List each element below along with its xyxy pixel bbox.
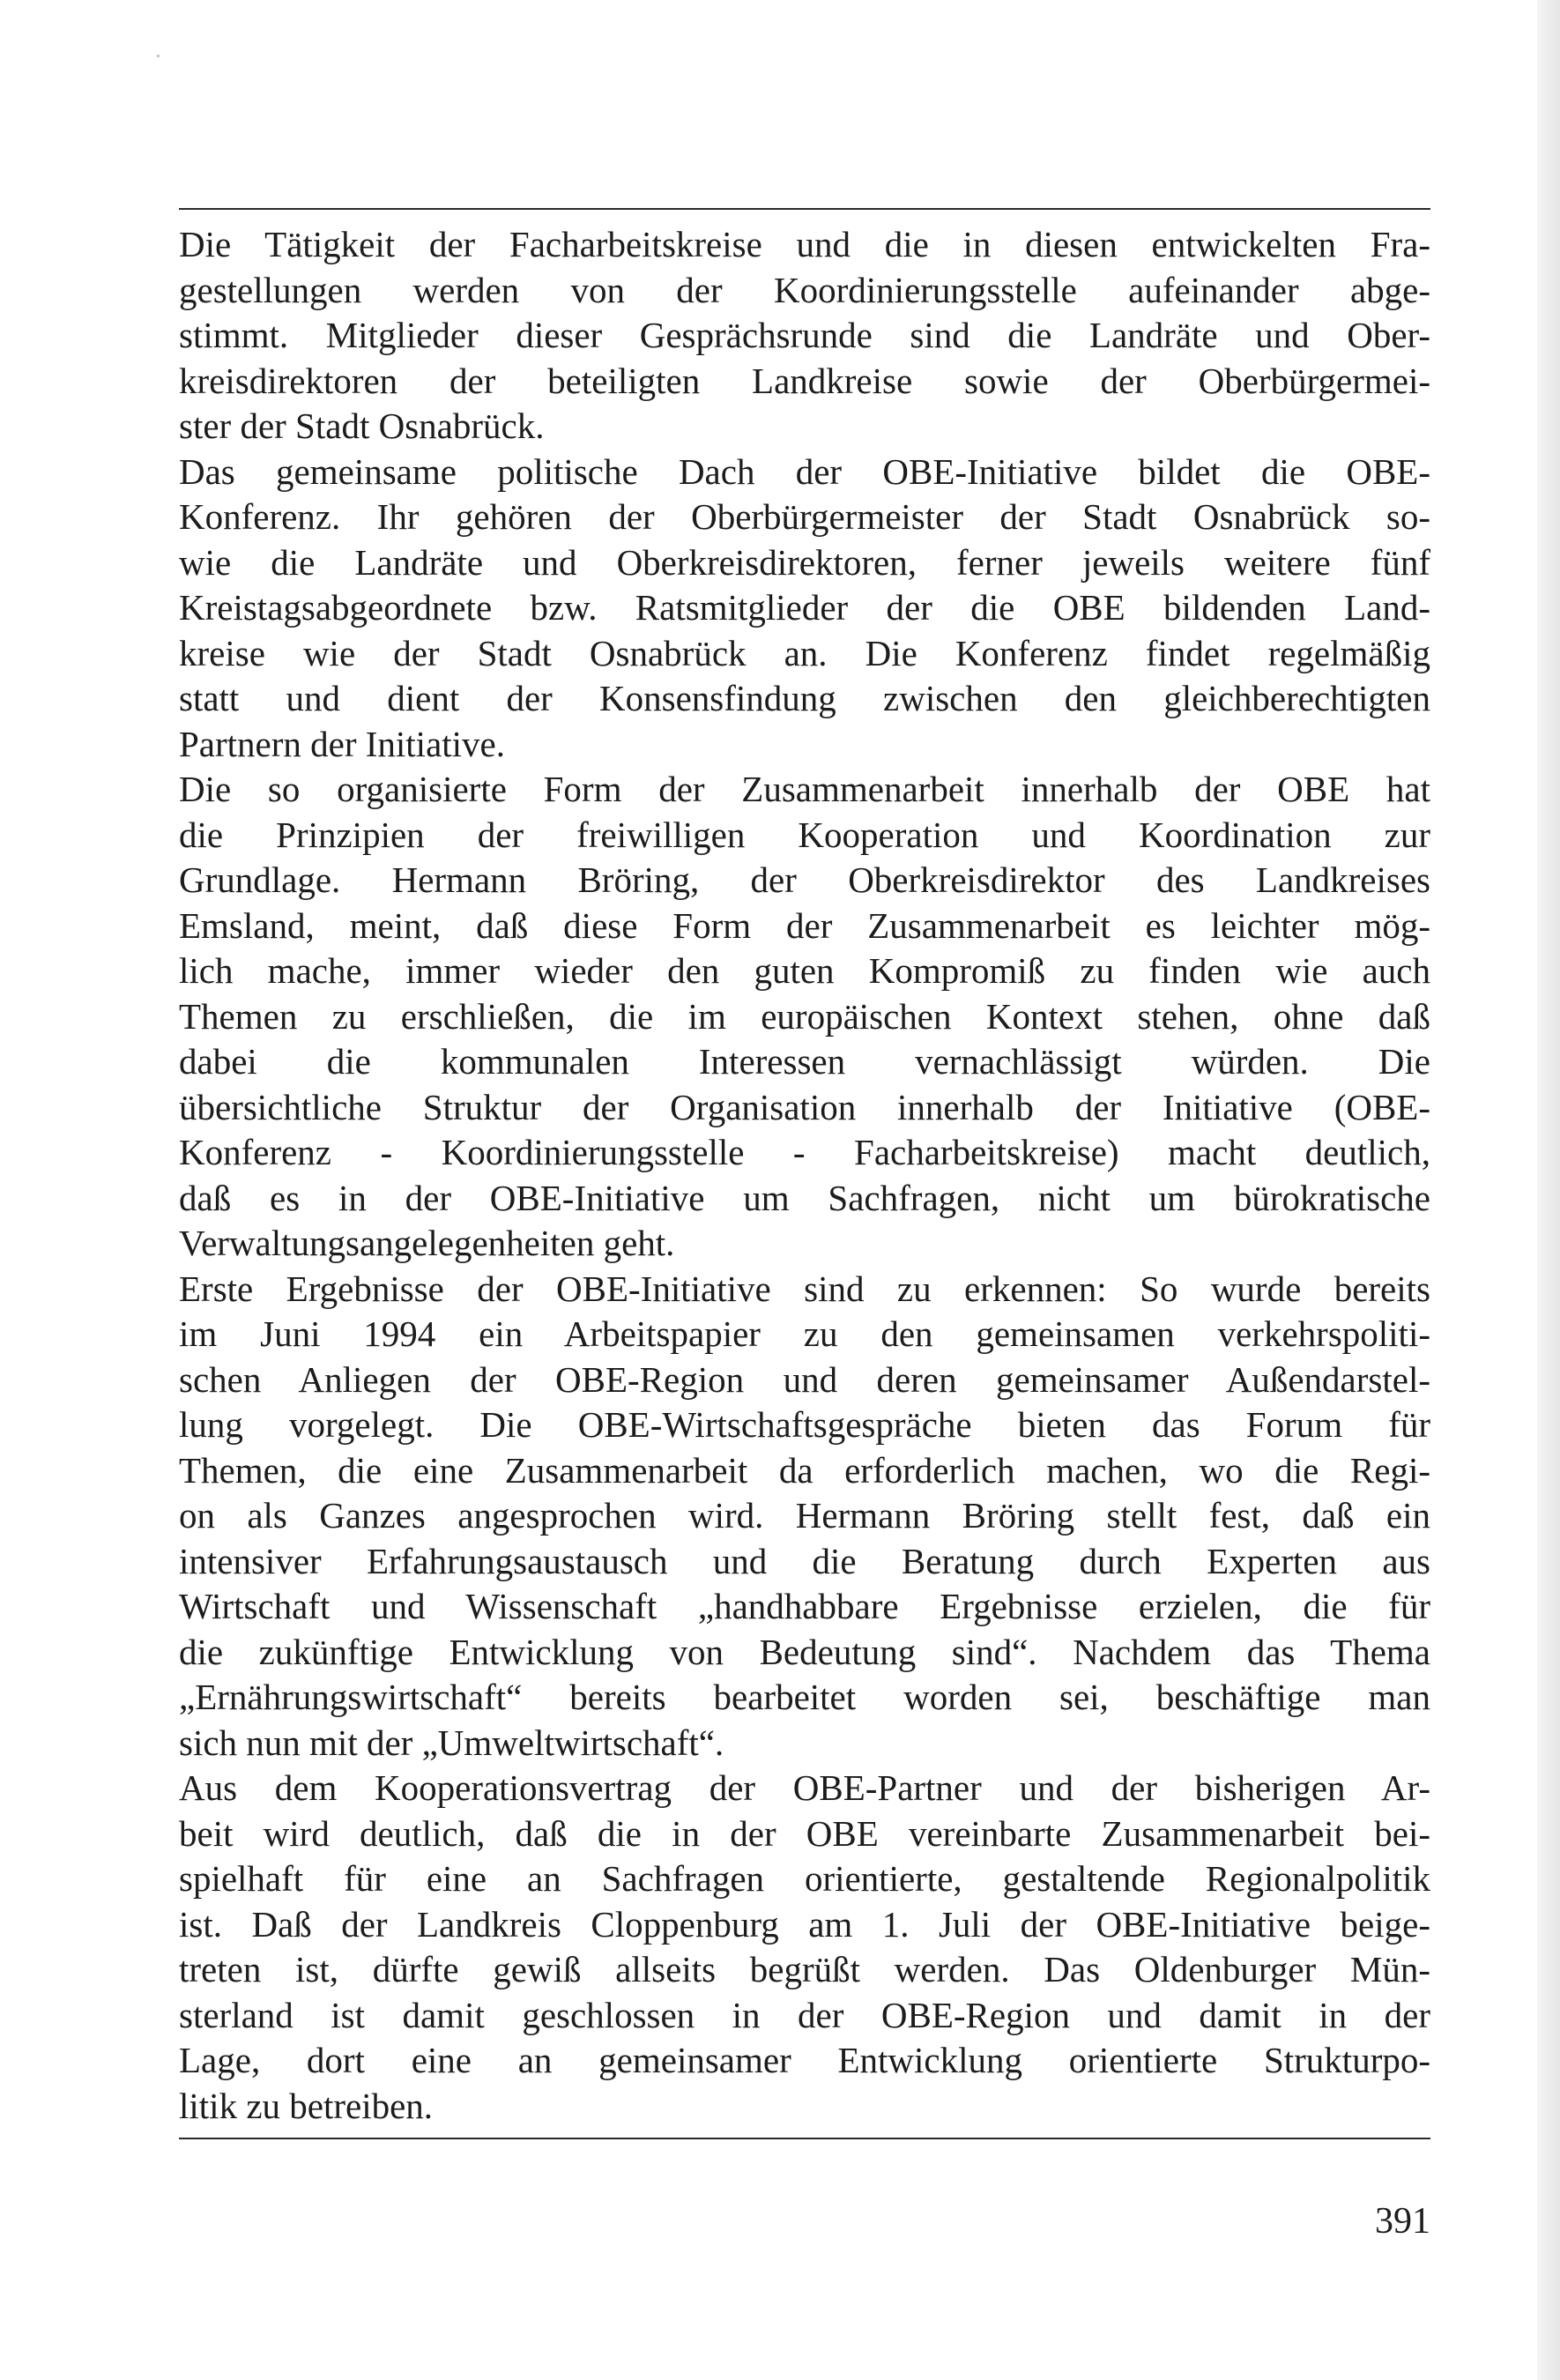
text-line: lich mache, immer wieder den guten Kompromiß zu finden wie auch (179, 950, 1430, 991)
text-line: intensiver Erfahrungsaustausch und die Beratung durch Experten aus (179, 1540, 1430, 1581)
text-line: dabei die kommunalen Interessen vernachlässigt würden. Die (179, 1041, 1430, 1082)
page-edge-shadow (1537, 0, 1560, 2380)
text-line: litik zu betreiben. (179, 2085, 434, 2126)
text-line: wie die Landräte und Oberkreisdirektoren, ferner jeweils weitere fünf (179, 541, 1430, 583)
text-line: stimmt. Mitglieder dieser Gesprächsrunde sind die Landräte und Ober- (179, 315, 1430, 355)
text-line: Die Tätigkeit der Facharbeitskreise und die in diesen entwickelten Fra- (179, 224, 1430, 264)
bottom-rule (179, 2138, 1430, 2139)
text-line: Kreistagsabgeordnete bzw. Ratsmitglieder der die OBE bildenden Land- (179, 587, 1430, 628)
top-rule (179, 208, 1430, 210)
text-line: Aus dem Kooperationsvertrag der OBE-Partner und der bisherigen Ar- (179, 1767, 1430, 1808)
text-line: beit wird deutlich, daß die in der OBE vereinbarte Zusammenarbeit bei- (179, 1812, 1430, 1854)
paragraph (179, 450, 1430, 768)
text-line: Lage, dort eine an gemeinsamer Entwicklung orientierte Strukturpo- (179, 2040, 1430, 2080)
text-line: Emsland, meint, daß diese Form der Zusammenarbeit es leichter mög- (179, 904, 1430, 946)
text-line: die Prinzipien der freiwilligen Kooperation und Koordination zur (179, 814, 1430, 855)
text-line: Erste Ergebnisse der OBE-Initiative sind zu erkennen: So wurde bereits (179, 1268, 1430, 1309)
text-line: Wirtschaft und Wissenschaft „handhabbare Ergebnisse erzielen, die für (179, 1586, 1430, 1626)
text-line: Themen, die eine Zusammenarbeit da erforderlich machen, wo die Regi- (179, 1449, 1430, 1491)
paragraph (179, 1766, 1430, 2129)
text-line: daß es in der OBE-Initiative um Sachfragen, nicht um bürokratische (179, 1177, 1430, 1218)
text-line: im Juni 1994 ein Arbeitspapier zu den gemeinsamen verkehrspoliti- (179, 1313, 1430, 1354)
text-line: kreise wie der Stadt Osnabrück an. Die Konferenz findet regelmäßig (179, 632, 1430, 673)
text-line: on als Ganzes angesprochen wird. Hermann Bröring stellt fest, daß ein (179, 1495, 1430, 1536)
text-line: Verwaltungsangelegenheiten geht. (179, 1223, 675, 1263)
text-line: Konferenz - Koordinierungsstelle - Facharbeitskreise) macht deutlich, (179, 1132, 1430, 1172)
text-line: spielhaft für eine an Sachfragen orientierte, gestaltende Regionalpolitik (179, 1858, 1430, 1899)
paragraph (179, 222, 1430, 450)
body-text (179, 222, 1430, 2129)
text-line: schen Anliegen der OBE-Region und deren gemeinsamer Außendarstel- (179, 1358, 1430, 1400)
text-line: kreisdirektoren der beteiligten Landkreise sowie der Oberbürgermei- (179, 360, 1430, 401)
text-line: ist. Daß der Landkreis Cloppenburg am 1. Juli der OBE-Initiative beige- (179, 1903, 1430, 1945)
text-line: Konferenz. Ihr gehören der Oberbürgermeister der Stadt Osnabrück so- (179, 496, 1430, 537)
text-line: „Ernährungswirtschaft“ bereits bearbeitet worden sei, beschäftige man (179, 1677, 1430, 1717)
text-line: Grundlage. Hermann Bröring, der Oberkreisdirektor des Landkreises (179, 859, 1430, 900)
text-line: Themen zu erschließen, die im europäischen Kontext stehen, ohne daß (179, 995, 1430, 1037)
text-line: lung vorgelegt. Die OBE-Wirtschaftsgespräche bieten das Forum für (179, 1404, 1430, 1445)
text-line: Das gemeinsame politische Dach der OBE-Initiative bildet die OBE- (179, 450, 1430, 492)
scan-speck (157, 55, 160, 57)
text-line: statt und dient der Konsensfindung zwischen den gleichberechtigten (179, 678, 1430, 718)
text-line: die zukünftige Entwicklung von Bedeutung sind“. Nachdem das Thema (179, 1631, 1430, 1672)
text-line: treten ist, dürfte gewiß allseits begrüßt werden. Das Oldenburger Mün- (179, 1949, 1430, 1990)
text-line: ster der Stadt Osnabrück. (179, 405, 545, 446)
paragraph (179, 1267, 1430, 1766)
text-line: sich nun mit der „Umweltwirtschaft“. (179, 1722, 724, 1763)
paragraph (179, 767, 1430, 1267)
text-line: Partnern der Initiative. (179, 723, 506, 764)
text-line: sterland ist damit geschlossen in der OBE-Region und damit in der (179, 1994, 1430, 2035)
page-number: 391 (1375, 2201, 1430, 2242)
text-line: gestellungen werden von der Koordinierungsstelle aufeinander abge- (179, 269, 1430, 310)
text-line: Die so organisierte Form der Zusammenarbeit innerhalb der OBE hat (179, 769, 1430, 809)
text-line: übersichtliche Struktur der Organisation innerhalb der Initiative (OBE- (179, 1086, 1430, 1127)
